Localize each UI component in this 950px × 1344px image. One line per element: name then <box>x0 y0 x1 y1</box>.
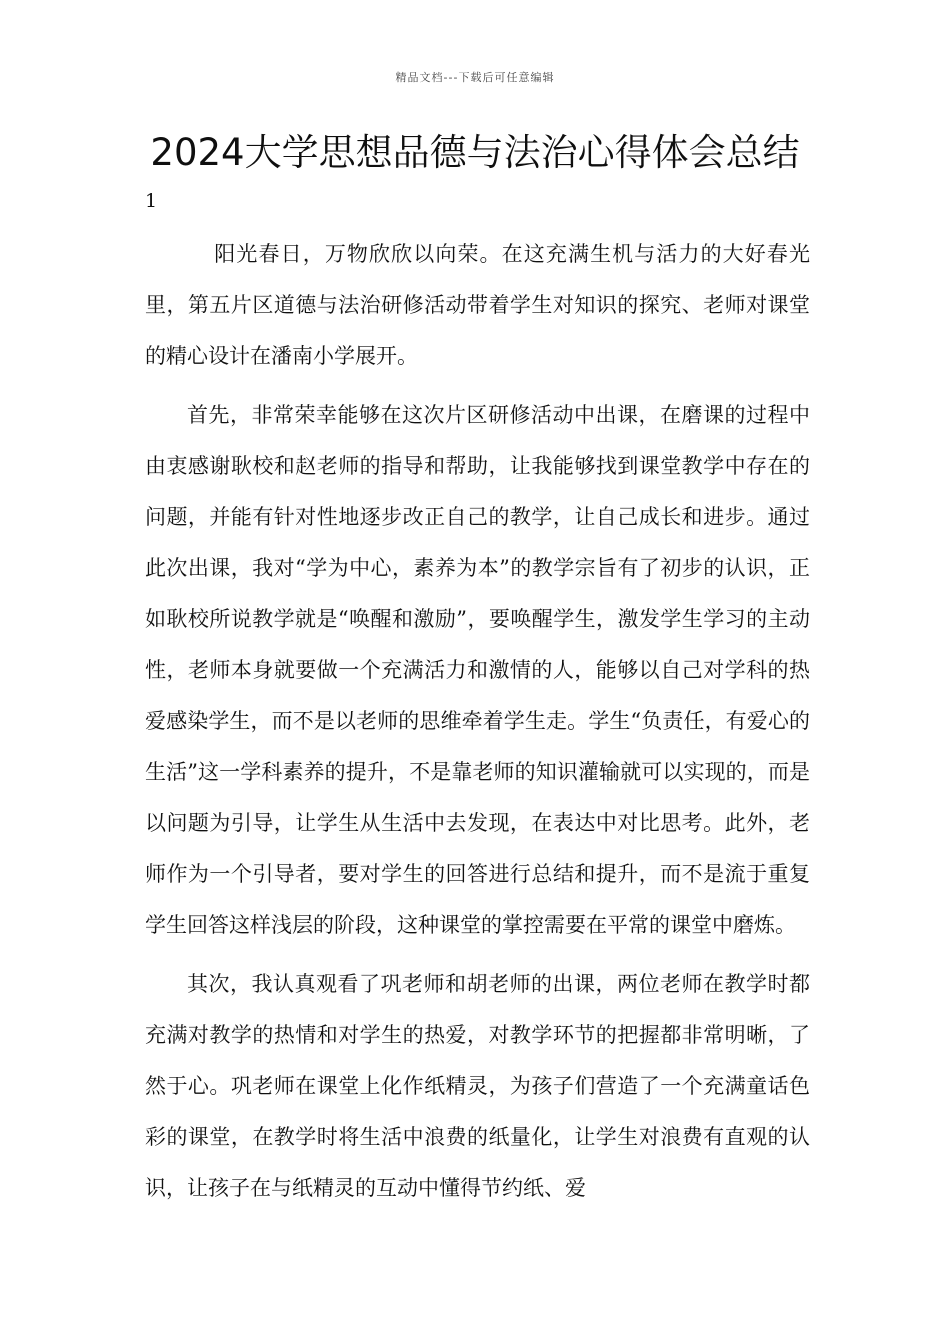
document-title: 2024大学思想品德与法治心得体会总结 <box>150 131 800 174</box>
paragraph: 其次，我认真观看了巩老师和胡老师的出课，两位老师在教学时都充满对教学的热情和对学生的热爱，对教学环节的把握都非常明晰，了然于心。巩老师在课堂上化作纸精灵，为孩子们营造了一个充满童话色彩的课堂，在教学时将生活中浪费的纸量化，让学生对浪费有直观的认识，让孩子在与纸精灵的互动中懂得节约纸、爱 <box>145 972 810 1200</box>
paragraph: 阳光春日，万物欣欣以向荣。在这充满生机与活力的大好春光里，第五片区道德与法治研修活动带着学生对知识的探究、老师对课堂的精心设计在潘南小学展开。 <box>145 242 810 368</box>
section-number: 1 <box>145 190 158 212</box>
header-note: 精品文档---下载后可任意编辑 <box>395 71 555 84</box>
paragraph: 首先，非常荣幸能够在这次片区研修活动中出课，在磨课的过程中由衷感谢耿校和赵老师的指导和帮助，让我能够找到课堂教学中存在的问题，并能有针对性地逐步改正自己的教学，让自己成长和进步。通过此次出课，我对“学为中心，素养为本”的教学宗旨有了初步的认识，正如耿校所说教学就是“唤醒和激励”，要唤醒学生，激发学生学习的主动性，老师本身就要做一个充满活力和激情的人，能够以自己对学科的热爱感染学生，而不是以老师的思维牵着学生走。学生“负责任，有爱心的生活”这一学科素养的提升，不是靠老师的知识灌输就可以实现的，而是以问题为引导，让学生从生活中去发现，在表达中对比思考。此外，老师作为一个引导者，要对学生的回答进行总结和提升，而不是流于重复学生回答这样浅层的阶段，这种课堂的掌控需要在平常的课堂中磨炼。 <box>145 403 810 937</box>
document-body <box>145 229 810 1222</box>
